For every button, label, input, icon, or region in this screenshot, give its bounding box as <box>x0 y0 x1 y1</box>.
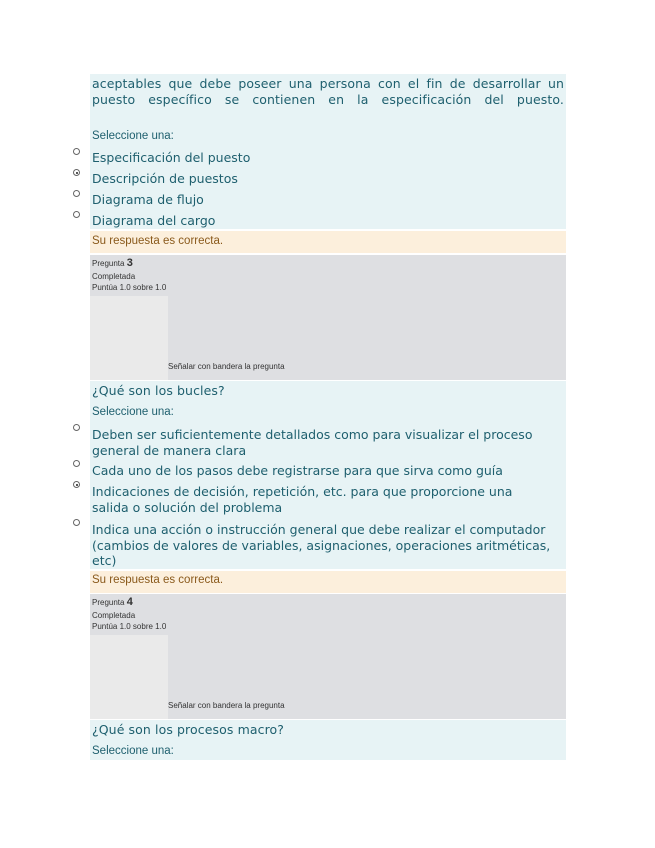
question-label: Pregunta <box>92 259 125 268</box>
option-label[interactable]: Especificación del puesto <box>92 150 251 165</box>
feedback-correct: Su respuesta es correcta. <box>90 231 566 253</box>
option-label[interactable] <box>92 463 564 479</box>
flag-question-link[interactable]: Señalar con bandera la pregunta <box>168 362 285 371</box>
option-line: Indicaciones de decisión, repetición, etc. para que proporcione una <box>92 484 513 499</box>
option-label[interactable] <box>92 484 564 515</box>
option-line: (cambios de valores de variables, asignaciones, operaciones aritméticas, <box>92 537 551 553</box>
question-number-label <box>92 597 133 608</box>
question-status: Completada <box>92 272 136 281</box>
option-radio[interactable] <box>73 424 80 431</box>
option-line: Deben ser suficientemente detallados como para visualizar el proceso <box>92 427 533 442</box>
option-line: etc) <box>92 553 117 568</box>
option-label[interactable] <box>92 427 564 458</box>
option-radio[interactable] <box>73 460 80 467</box>
question-score: Puntúa 1.0 sobre 1.0 <box>92 622 167 631</box>
option-radio[interactable] <box>73 148 80 155</box>
question-3-info <box>90 255 566 380</box>
question-status: Completada <box>92 611 136 620</box>
select-prompt: Seleccione una: <box>92 745 174 757</box>
select-prompt: Seleccione una: <box>92 130 174 142</box>
option-radio-selected[interactable] <box>73 481 80 488</box>
option-radio[interactable] <box>73 519 80 526</box>
option-line: salida o solución del problema <box>92 499 283 515</box>
option-label[interactable] <box>92 522 564 569</box>
option-label[interactable]: Diagrama del cargo <box>92 213 216 228</box>
question-label: Pregunta <box>92 598 125 607</box>
option-radio[interactable] <box>73 190 80 197</box>
option-label[interactable]: Descripción de puestos <box>92 171 238 186</box>
question-number: 3 <box>126 257 133 269</box>
flag-area <box>90 296 168 380</box>
question-2-text-line2: puesto específico se contienen en la especificación del puesto. <box>92 92 564 107</box>
feedback-correct: Su respuesta es correcta. <box>90 571 566 593</box>
flag-area <box>90 635 168 719</box>
option-line: Indica una acción o instrucción general que debe realizar el computador <box>92 522 546 537</box>
option-radio[interactable] <box>73 211 80 218</box>
select-prompt: Seleccione una: <box>92 406 174 418</box>
question-3-text: ¿Qué son los bucles? <box>92 383 225 398</box>
option-label[interactable]: Diagrama de flujo <box>92 192 204 207</box>
question-2-text-line1: aceptables que debe poseer una persona con el fin de desarrollar un <box>92 76 564 91</box>
option-radio-selected[interactable] <box>73 169 80 176</box>
question-score: Puntúa 1.0 sobre 1.0 <box>92 283 167 292</box>
option-line: general de manera clara <box>92 442 247 458</box>
question-4-info <box>90 594 566 719</box>
question-4-text: ¿Qué son los procesos macro? <box>92 722 285 737</box>
flag-question-link[interactable]: Señalar con bandera la pregunta <box>168 701 285 710</box>
question-number: 4 <box>126 596 133 608</box>
option-line: Cada uno de los pasos debe registrarse para que sirva como guía <box>92 463 503 478</box>
question-number-label <box>92 258 133 269</box>
